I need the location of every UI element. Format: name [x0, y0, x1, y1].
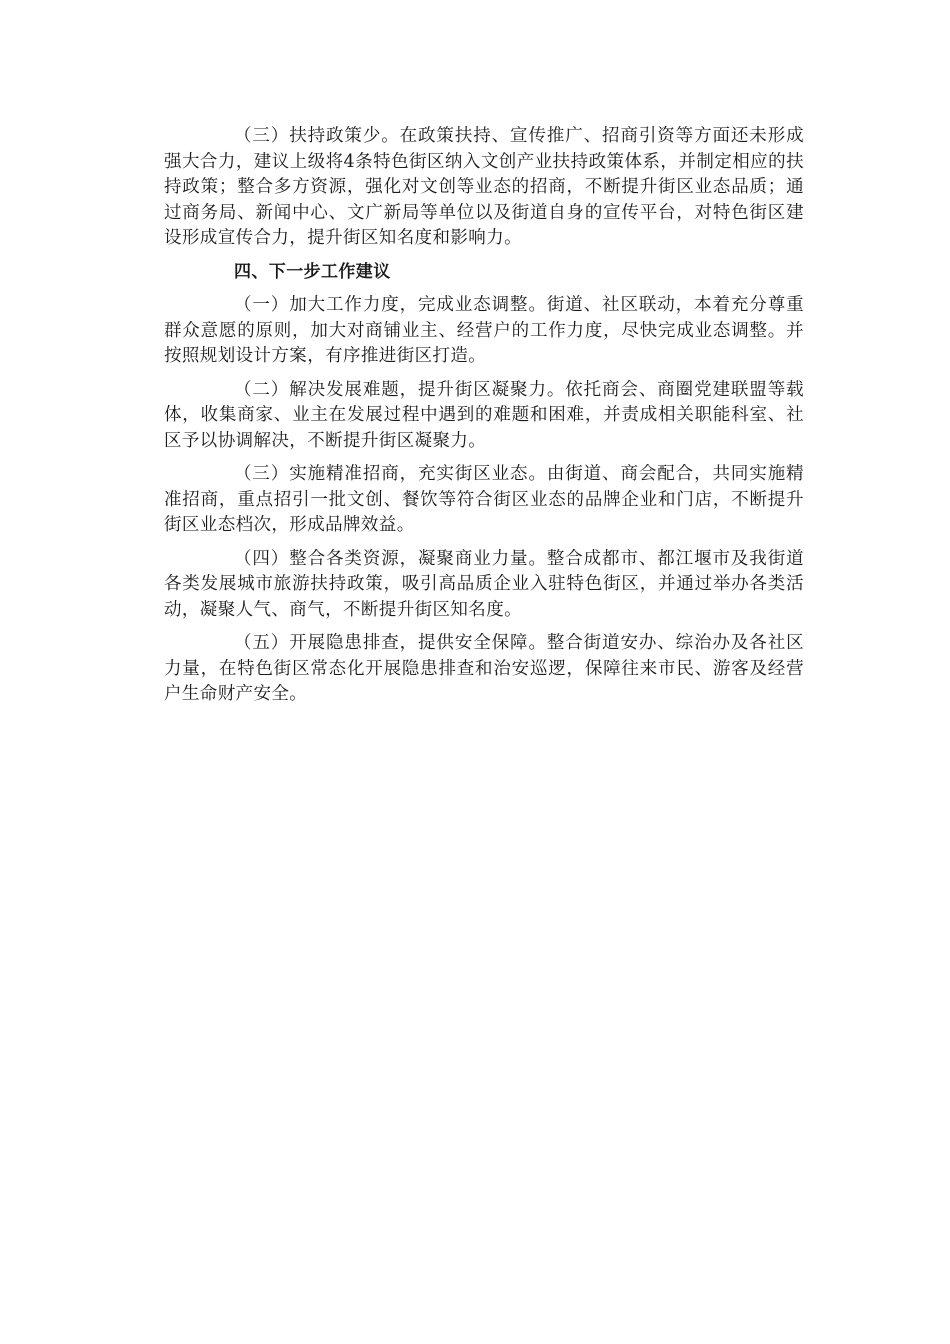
paragraph-safety-inspection: （五）开展隐患排查，提供安全保障。整合街道安办、综治办及各社区力量，在特色街区常态化开展隐患排查和治安巡逻，保障往来市民、游客及经营户生命财产安全。: [164, 633, 804, 704]
section-heading-next-steps: 四、下一步工作建议: [234, 261, 391, 282]
paragraph-work-effort: （一）加大工作力度，完成业态调整。街道、社区联动，本着充分尊重群众意愿的原则，加大对商铺业主、经营户的工作力度，尽快完成业态调整。并按照规划设计方案，有序推进街区打造。: [164, 295, 804, 366]
paragraph-development-problems: （二）解决发展难题，提升街区凝聚力。依托商会、商圈党建联盟等载体，收集商家、业主在发展过程中遇到的难题和困难，并责成相关职能科室、社区予以协调解决，不断提升街区凝聚力。: [164, 379, 804, 451]
document-body: [164, 124, 804, 716]
paragraph-integrate-resources: （四）整合各类资源，凝聚商业力量。整合成都市、都江堰市及我街道各类发展城市旅游扶持政策，吸引高品质企业入驻特色街区，并通过举办各类活动，凝聚人气、商气，不断提升街区知名度。: [164, 548, 804, 620]
paragraph-support-policy: （三）扶持政策少。在政策扶持、宣传推广、招商引资等方面还未形成强大合力，建议上级将4条特色街区纳入文创产业扶持政策体系，并制定相应的扶持政策；整合多方资源，强化对文创等业态的招商，不断提升街区业态品质；通过商务局、新闻中心、文广新局等单位以及街道自身的宣传平台，对特色街区建设形成宣传合力，提升街区知名度和影响力。: [164, 126, 804, 248]
paragraph-precise-investment: （三）实施精准招商，充实街区业态。由街道、商会配合，共同实施精准招商，重点招引一批文创、餐饮等符合街区业态的品牌企业和门店，不断提升街区业态档次，形成品牌效益。: [164, 464, 804, 535]
